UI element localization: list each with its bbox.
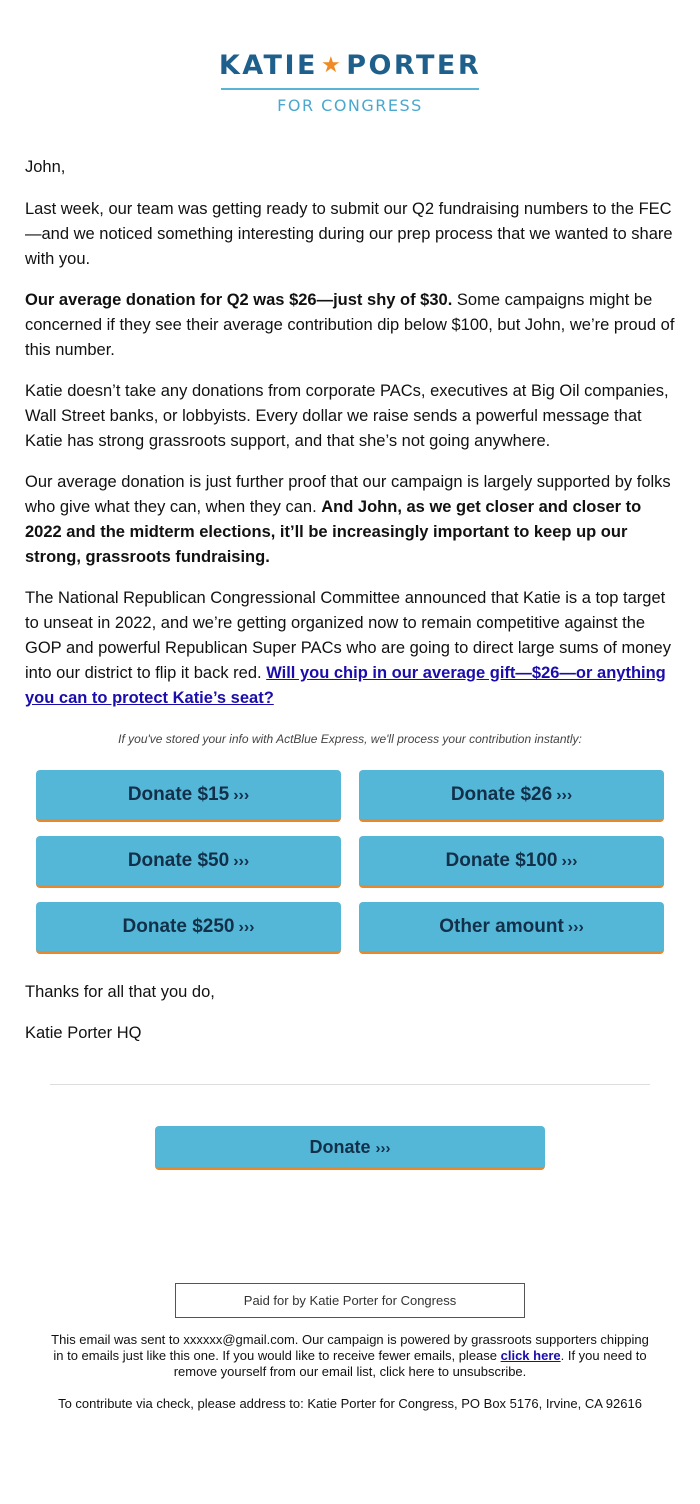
main-donate-label: Donate: [309, 1137, 371, 1157]
chevron-right-icon: ›››: [238, 919, 255, 936]
click-here-link[interactable]: click here: [500, 1348, 561, 1363]
chevron-right-icon: ›››: [375, 1140, 391, 1157]
closing: [25, 980, 215, 1062]
footer: [50, 1332, 650, 1428]
paragraph-4-text: Our average donation is just further proof that our campaign is largely supported by folks who give what they can, when they can.: [25, 473, 671, 516]
paragraph-4: [25, 470, 675, 570]
divider: [50, 1084, 650, 1085]
donate-250-button[interactable]: [36, 902, 341, 954]
donate-50-label: Donate $50: [127, 850, 230, 871]
footer-sent-to-text: This email was sent to xxxxxx@gmail.com. Our campaign is powered by grassroots supporters chipping in to emails just like this one. If you would like to receive fewer emails, please: [51, 1332, 649, 1363]
footer-sent-to: [50, 1332, 650, 1380]
donate-250-label: Donate $250: [122, 916, 235, 937]
donate-26-button[interactable]: [359, 770, 664, 822]
paragraph-5-text: The National Republican Congressional Committee announced that Katie is a top target to unseat in 2022, and we’re getting organized now to remain competitive against the GOP and powerful Republican Super PACs who are going to direct large sums of money into our district to flip it back red.: [25, 589, 671, 682]
paragraph-4-bold: And John, as we get closer and closer to 2022 and the midterm elections, it’ll be increasingly important to keep up our strong, grassroots fundraising.: [25, 498, 642, 566]
closing-thanks: Thanks for all that you do,: [25, 983, 215, 1001]
paragraph-5: [25, 586, 675, 711]
donate-26-label: Donate $26: [450, 784, 553, 805]
greeting: John,: [25, 158, 66, 176]
donate-15-button[interactable]: [36, 770, 341, 822]
paragraph-2-text: Some campaigns might be concerned if they see their average contribution dip below $100, but John, we’re proud of this number.: [25, 291, 675, 359]
donate-50-button[interactable]: [36, 836, 341, 888]
campaign-logo: [0, 50, 700, 116]
chevron-right-icon: ›››: [567, 919, 584, 936]
chevron-right-icon: ›››: [556, 787, 573, 804]
star-icon: ★: [320, 53, 344, 78]
chevron-right-icon: ›››: [233, 787, 250, 804]
donate-other-label: Other amount: [439, 916, 564, 937]
logo-last-name: PORTER: [346, 50, 482, 81]
donate-100-label: Donate $100: [445, 850, 558, 871]
logo-first-name: KATIE: [218, 50, 318, 81]
closing-signature: Katie Porter HQ: [25, 1024, 142, 1042]
donate-100-button[interactable]: [359, 836, 664, 888]
logo-divider: [221, 88, 479, 90]
paragraph-2-bold: Our average donation for Q2 was $26—just shy of $30.: [25, 291, 453, 309]
footer-check-address: To contribute via check, please address to: Katie Porter for Congress, PO Box 5176, Irvine, CA 92616: [58, 1396, 642, 1411]
donate-15-label: Donate $15: [127, 784, 230, 805]
chevron-right-icon: ›››: [561, 853, 578, 870]
footer-unsubscribe-text: . If you need to remove yourself from our email list, click here to unsubscribe.: [173, 1348, 647, 1379]
donate-other-button[interactable]: [359, 902, 664, 954]
paragraph-2: [25, 288, 675, 363]
paragraph-1: Last week, our team was getting ready to submit our Q2 fundraising numbers to the FEC—and we noticed something interesting during our prep process that we wanted to share with you.: [25, 200, 673, 268]
logo-wordmark: [0, 50, 700, 84]
paragraph-3: Katie doesn’t take any donations from corporate PACs, executives at Big Oil companies, Wall Street banks, or lobbyists. Every dollar we raise sends a powerful message that Katie has strong grassroots support, and that she’s not going anywhere.: [25, 382, 669, 450]
actblue-express-note: If you've stored your info with ActBlue Express, we'll process your contribution instantly:: [118, 732, 582, 746]
logo-subtitle: FOR CONGRESS: [277, 96, 423, 115]
chip-in-link[interactable]: Will you chip in our average gift—$26—or anything you can to protect Katie’s seat?: [25, 664, 666, 707]
paid-for-box: Paid for by Katie Porter for Congress: [175, 1283, 525, 1318]
email-body: [25, 155, 675, 727]
chevron-right-icon: ›››: [233, 853, 250, 870]
main-donate-button[interactable]: [155, 1126, 545, 1170]
